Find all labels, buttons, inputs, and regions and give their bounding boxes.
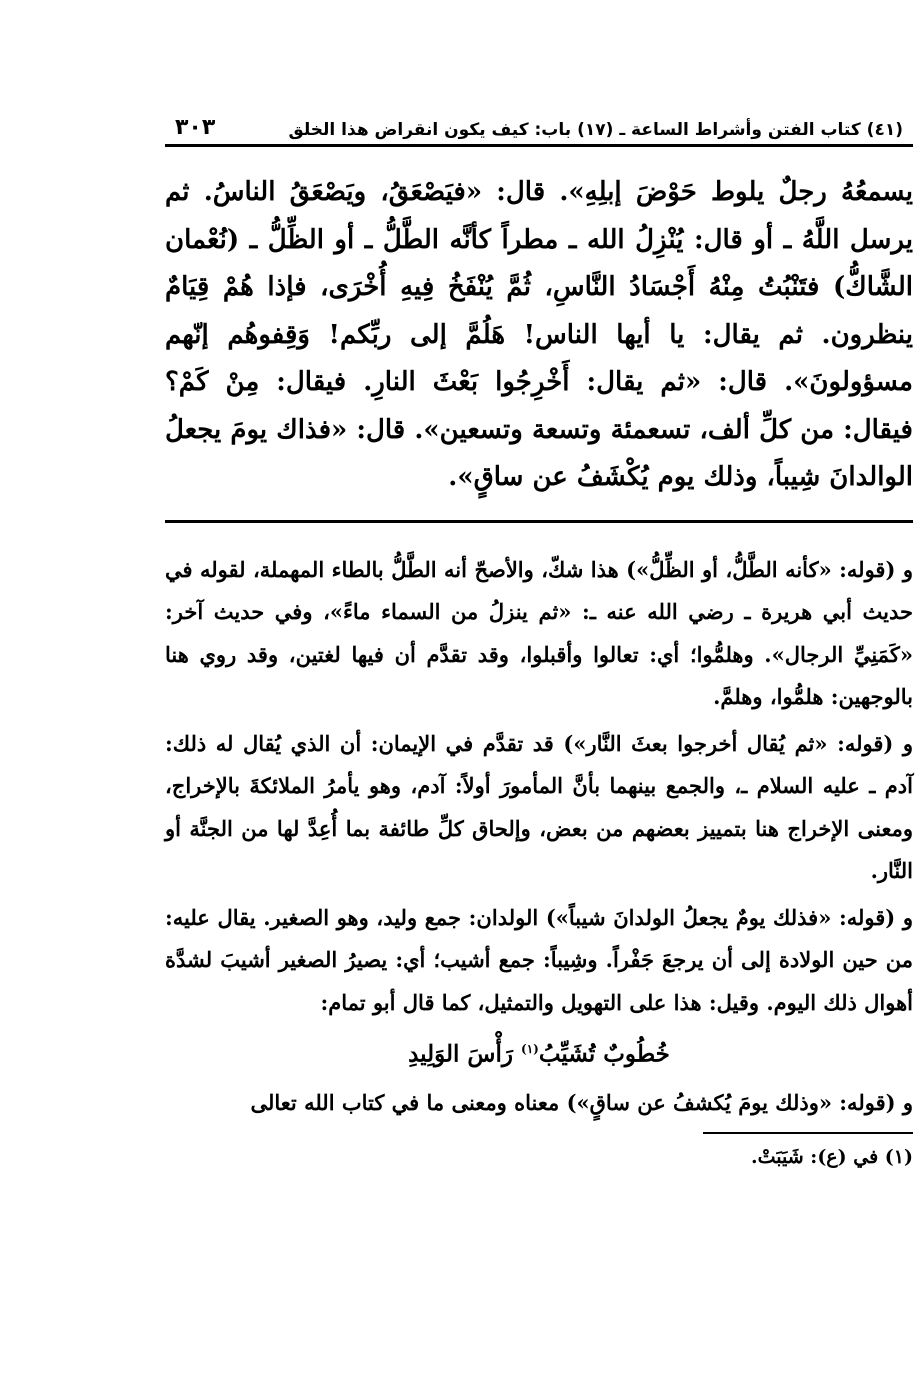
verse-first-part: خُطُوبٌ تُشَيِّبُ <box>538 1040 670 1068</box>
poetry-verse <box>165 1028 913 1076</box>
verse-second-part: رَأْسَ الوَلِيدِ <box>408 1040 513 1068</box>
commentary-paragraph-1: و (قوله: «كأنه الطَّلُّ، أو الظِّلُّ») هذا شكّ، والأصحّ أنه الطَّلُّ بالطاء المهملة، لقوله في حديث أبي هريرة ـ رضي الله عنه ـ: «ثم ينزلُ من السماء ماءً»، وفي حديث آخر: «كَمَنِيِّ الرجال». وهلمُّوا؛ أي: تعالوا وأقبلوا، وقد تقدَّم أن فيها لغتين، وقد روي هنا بالوجهين: هلمُّوا، وهلمَّ. <box>165 556 913 709</box>
chapter-title: (٤١) كتاب الفتن وأشراط الساعة ـ (١٧) باب: كيف يكون انقراض هذا الخلق <box>288 120 903 140</box>
footnote-divider <box>703 1132 913 1134</box>
footnote-marker: (١) <box>521 1042 539 1056</box>
commentary-paragraph-3: و (قوله: «فذلك يومٌ يجعلُ الولدانَ شيباً») الولدان: جمع وليد، وهو الصغير. يقال عليه: من حين الولادة إلى أن يرجعَ جَفْراً. وشِيباً: جمع أشيب؛ أي: يصيرُ الصغير أشيبَ لشدَّة أهوال ذلك اليوم. وقيل: هذا على التهويل والتمثيل، كما قال أبو تمام: <box>165 904 913 1015</box>
hadith-text: يسمعُهُ رجلٌ يلوط حَوْضَ إبلِهِ». قال: «فيَصْعَقُ، ويَصْعَقُ الناسُ. ثم يرسل اللَّهُ ـ أو قال: يُنْزِلُ الله ـ مطراً كأنَّه الطَّلُّ ـ أو الظِّلُّ ـ (نُعْمان الشَّاكُّ) فتَنْبُتُ مِنْهُ أَجْسَادُ النَّاسِ، ثُمَّ يُنْفَخُ فِيهِ أُخْرَى، فإذا هُمْ قِيَامٌ ينظرون. ثم يقال: يا أيها الناس! هَلُمَّ إلى ربِّكم! وَقِفوهُم إنّهم مسؤولونَ». قال: «ثم يقال: أَخْرِجُوا بَعْثَ النارِ. فيقال: مِنْ كَمْ؟ فيقال: من كلِّ ألف، تسعمئة وتسعة وتسعين». قال: «فذاك يومَ يجعلُ الوالدانَ شِيباً، وذلك يوم يُكْشَفُ عن ساقٍ». <box>165 177 913 492</box>
commentary <box>165 549 913 1125</box>
page-number: ٣٠٣ <box>175 115 216 140</box>
section-divider <box>165 520 913 523</box>
running-header <box>165 100 913 147</box>
commentary-paragraph-4: و (قوله: «وذلك يومَ يُكشفُ عن ساقٍ») معناه ومعنى ما في كتاب الله تعالى <box>250 1089 913 1115</box>
footnote: (١) في (ع): شَيَبَتْ. <box>751 1146 913 1169</box>
book-page <box>165 100 913 1172</box>
commentary-paragraph-2: و (قوله: «ثم يُقال أخرجوا بعثَ النَّار») قد تقدَّم في الإيمان: أن الذي يُقال له ذلك: آدم ـ عليه السلام ـ، والجمع بينهما بأنَّ المأمورَ أولاً: آدم، وهو يأمرُ الملائكةَ بالإخراج، ومعنى الإخراج هنا بتمييز بعضهم من بعض، وإلحاق كلِّ طائفة بما أُعِدَّ لها من الجنَّة أو النَّار. <box>165 730 913 883</box>
